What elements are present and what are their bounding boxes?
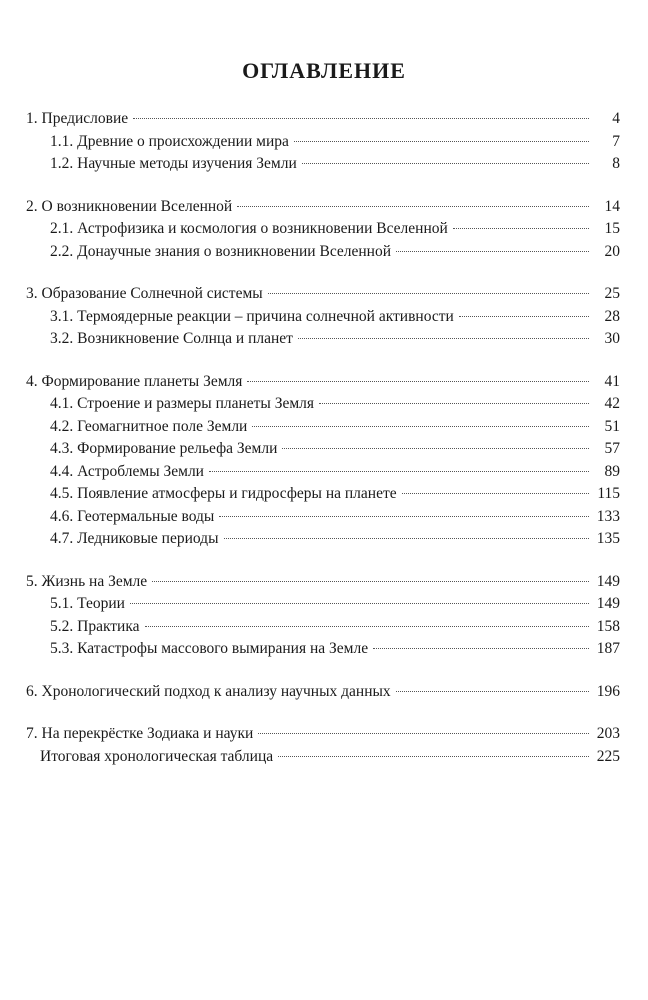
toc-section-entry-label: 5.3. Катастрофы массового вымирания на Земле: [50, 640, 369, 657]
toc-chapter-block: [26, 283, 620, 351]
toc-section-entry-label: 2.1. Астрофизика и космология о возникновении Вселенной: [50, 220, 448, 237]
toc-section-entry-page-number: 20: [604, 242, 620, 260]
toc-section-entry-label: 4.1. Строение и размеры планеты Земля: [50, 395, 315, 412]
toc-section-entry[interactable]: [26, 218, 620, 241]
dot-leader: [319, 403, 589, 404]
toc-section-entry-page-number: 115: [597, 485, 620, 502]
toc-section-entry[interactable]: [26, 328, 620, 351]
dot-leader: [258, 733, 589, 734]
toc-chapter-entry[interactable]: [26, 371, 620, 394]
toc-section-entry-label: 4.6. Геотермальные воды: [50, 507, 215, 525]
toc-section-entry-label: 4.7. Ледниковые периоды: [50, 530, 219, 547]
toc-chapter-entry-label: 5. Жизнь на Земле: [26, 572, 148, 590]
toc-section-entry[interactable]: [26, 638, 620, 661]
toc-section-entry-label: 4.4. Астроблемы Земли: [50, 462, 204, 480]
toc-chapter-entry-page-number: 203: [596, 725, 620, 742]
toc-chapter-entry[interactable]: [26, 681, 620, 704]
toc-section-entry-page-number: 149: [596, 595, 620, 612]
dot-leader: [209, 471, 589, 472]
dot-leader: [224, 538, 590, 539]
toc-chapter-entry-page-number: 25: [604, 285, 620, 302]
toc-chapter-entry-page-number: 196: [596, 682, 620, 700]
toc-chapter-entry[interactable]: [26, 571, 620, 594]
toc-chapter-entry[interactable]: [26, 283, 620, 306]
toc-chapter-entry-page-number: 4: [612, 110, 620, 127]
toc-section-entry-page-number: 15: [604, 220, 620, 237]
toc-section-entry-page-number: 135: [596, 530, 620, 547]
toc-section-entry[interactable]: [26, 528, 620, 551]
toc-section-entry[interactable]: [26, 241, 620, 264]
dot-leader: [396, 251, 589, 252]
dot-leader: [282, 448, 589, 449]
toc-chapter-block: [26, 108, 620, 176]
table-of-contents: [26, 108, 620, 788]
page-title: ОГЛАВЛЕНИЕ: [242, 58, 406, 83]
dot-leader: [252, 426, 589, 427]
toc-chapter-entry-label: 6. Хронологический подход к анализу научных данных: [26, 682, 391, 700]
toc-chapter-entry[interactable]: [26, 108, 620, 131]
toc-section-entry-page-number: 133: [596, 507, 620, 525]
dot-leader: [278, 756, 589, 757]
toc-chapter-entry-label: 3. Образование Солнечной системы: [26, 285, 263, 302]
toc-appendix-entry-label: Итоговая хронологическая таблица: [40, 747, 274, 765]
dot-leader: [152, 581, 589, 582]
toc-chapter-block: [26, 723, 620, 768]
toc-section-entry[interactable]: [26, 506, 620, 529]
dot-leader: [373, 648, 589, 649]
toc-section-entry-page-number: 158: [596, 617, 620, 635]
toc-section-entry[interactable]: [26, 416, 620, 439]
toc-section-entry-label: 1.2. Научные методы изучения Земли: [50, 155, 297, 172]
toc-chapter-entry-page-number: 41: [604, 372, 620, 390]
toc-section-entry-label: 3.1. Термоядерные реакции – причина солнечной активности: [50, 307, 454, 325]
toc-section-entry[interactable]: [26, 461, 620, 484]
dot-leader: [219, 516, 589, 517]
toc-section-entry[interactable]: [26, 483, 620, 506]
toc-appendix-entry-page-number: 225: [596, 747, 620, 765]
toc-section-entry-page-number: 8: [612, 155, 620, 172]
toc-section-entry-label: 4.2. Геомагнитное поле Земли: [50, 417, 248, 435]
toc-chapter-entry[interactable]: [26, 196, 620, 219]
toc-appendix-entry[interactable]: [26, 746, 620, 769]
toc-section-entry-page-number: 89: [604, 462, 620, 480]
dot-leader: [268, 293, 589, 294]
toc-section-entry-page-number: 28: [604, 307, 620, 325]
toc-section-entry[interactable]: [26, 131, 620, 154]
toc-section-entry[interactable]: [26, 616, 620, 639]
dot-leader: [247, 381, 589, 382]
dot-leader: [145, 626, 589, 627]
toc-section-entry[interactable]: [26, 393, 620, 416]
toc-section-entry-label: 4.5. Появление атмосферы и гидросферы на планете: [50, 485, 397, 502]
toc-section-entry[interactable]: [26, 593, 620, 616]
toc-chapter-block: [26, 371, 620, 551]
dot-leader: [237, 206, 589, 207]
toc-chapter-block: [26, 681, 620, 704]
toc-chapter-entry-page-number: 14: [604, 197, 620, 215]
dot-leader: [459, 316, 589, 317]
dot-leader: [453, 228, 589, 229]
dot-leader: [294, 141, 589, 142]
toc-section-entry-label: 5.1. Теории: [50, 595, 125, 612]
toc-section-entry-page-number: 7: [612, 132, 620, 150]
toc-chapter-entry[interactable]: [26, 723, 620, 746]
toc-section-entry-page-number: 57: [604, 440, 620, 457]
toc-section-entry-label: 2.2. Донаучные знания о возникновении Вселенной: [50, 242, 392, 260]
toc-section-entry[interactable]: [26, 306, 620, 329]
toc-section-entry-page-number: 51: [604, 417, 620, 435]
toc-section-entry-label: 4.3. Формирование рельефа Земли: [50, 440, 278, 457]
toc-chapter-block: [26, 571, 620, 661]
toc-section-entry[interactable]: [26, 438, 620, 461]
dot-leader: [302, 163, 589, 164]
toc-section-entry-page-number: 187: [596, 640, 620, 657]
dot-leader: [298, 338, 589, 339]
toc-chapter-entry-label: 4. Формирование планеты Земля: [26, 372, 243, 390]
toc-chapter-entry-label: 1. Предисловие: [26, 110, 129, 127]
toc-section-entry-label: 1.1. Древние о происхождении мира: [50, 132, 289, 150]
toc-chapter-entry-page-number: 149: [596, 572, 620, 590]
dot-leader: [133, 118, 589, 119]
toc-section-entry-label: 5.2. Практика: [50, 617, 140, 635]
dot-leader: [396, 691, 589, 692]
toc-chapter-entry-label: 2. О возникновении Вселенной: [26, 197, 233, 215]
dot-leader: [130, 603, 589, 604]
toc-chapter-block: [26, 196, 620, 264]
toc-section-entry-page-number: 42: [604, 395, 620, 412]
toc-section-entry[interactable]: [26, 153, 620, 176]
toc-section-entry-page-number: 30: [604, 330, 620, 347]
dot-leader: [402, 493, 589, 494]
toc-chapter-entry-label: 7. На перекрёстке Зодиака и науки: [26, 725, 254, 742]
toc-section-entry-label: 3.2. Возникновение Солнца и планет: [50, 330, 293, 347]
